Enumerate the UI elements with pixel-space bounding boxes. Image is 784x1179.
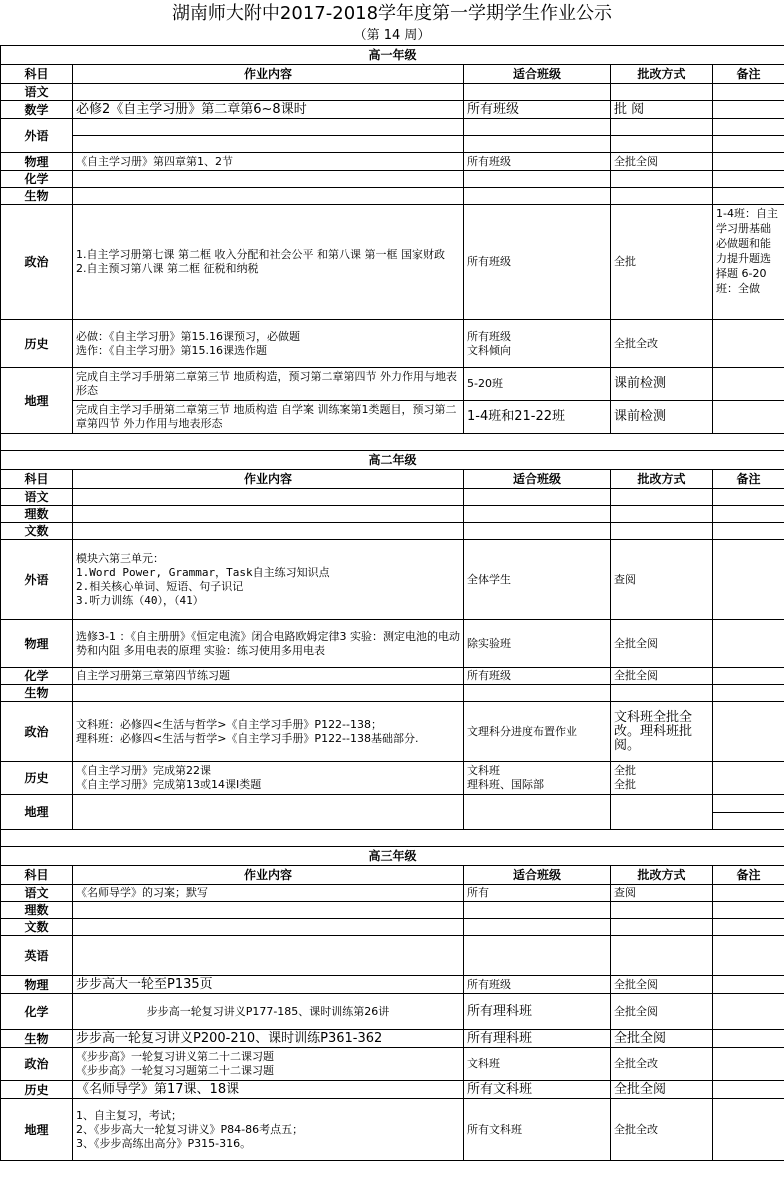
subject-cell: 数学 [1,101,73,119]
classes-cell: 所有 [464,885,611,902]
header-method: 批改方式 [611,65,713,84]
subject-cell: 理数 [1,506,73,523]
subject-cell: 化学 [1,171,73,188]
classes-cell: 所有班级 [464,101,611,119]
content-cell: 步步高一轮复习讲义P200-210、课时训练P361-362 [73,1030,464,1048]
content-cell: 步步高大一轮至P135页 [73,976,464,994]
method-cell: 全批全改 [611,1099,713,1161]
table-row [1,153,784,171]
table-row [1,368,784,401]
grade-header: 高一年级 [1,46,784,65]
content-line: 模块六第三单元： [76,551,164,565]
grade-header: 高二年级 [1,451,784,470]
classes-cell: 所有理科班 [464,994,611,1030]
content-line: 1.自主学习册第七课 第二框 收入分配和社会公平 和第八课 第一框 国家财政 [76,248,445,261]
method-cell: 全批全阅 [611,994,713,1030]
content-line: 2、《步步高大一轮复习讲义》P84-86考点五； [76,1122,304,1136]
subject-cell: 地理 [1,795,73,830]
table-row [1,489,784,506]
content-line: 2.相关核心单词、短语、句子识记 [76,579,244,593]
content-line: 《自主学习册》完成第13或14课Ⅰ类题 [76,778,262,791]
subject-cell: 物理 [1,976,73,994]
content-cell: 自主学习册第三章第四节练习题 [73,668,464,685]
classes-cell: 除实验班 [464,620,611,668]
method-cell: 全批全阅 [611,976,713,994]
content-cell: 必修2《自主学习册》第二章第6~8课时 [73,101,464,119]
table-header-row [1,866,784,885]
table-row [1,936,784,976]
classes-cell: 所有文科班 [464,1099,611,1161]
table-row [1,702,784,762]
header-subject: 科目 [1,470,73,489]
table-row [1,762,784,795]
table-row [1,1048,784,1081]
content-cell: 完成自主学习手册第二章第三节 地质构造，预习第二章第四节 外力作用与地表形态 [73,368,464,401]
page-title: 湖南师大附中2017-2018学年度第一学期学生作业公示 [171,3,613,24]
content-line: 1.Word Power, Grammar，Task自主练习知识点 [76,565,330,579]
subject-cell: 物理 [1,153,73,171]
classes-cell: 所有班级 [464,976,611,994]
table-row [1,401,784,434]
classes-cell: 5-20班 [464,368,611,401]
content-cell: 《名师导学》第17课、18课 [73,1081,464,1099]
subject-cell: 政治 [1,702,73,762]
classes-cell: 文理科分进度布置作业 [464,702,611,762]
header-classes: 适合班级 [464,866,611,885]
table-row [1,101,784,119]
classes-cell: 所有文科班 [464,1081,611,1099]
subject-cell: 历史 [1,762,73,795]
content-line: 文科班：必修四<生活与哲学>《自主学习手册》P122--138； [76,717,382,731]
note-cell: 1-4班：自主学习册基础必做题和能力提升题选择题 6-20班：全做 [713,205,784,320]
content-line: 理科班：必修四<生活与哲学>《自主学习手册》P122--138基础部分. [76,731,419,745]
classes-cell [464,762,611,795]
subject-cell: 物理 [1,620,73,668]
subject-cell: 地理 [1,1099,73,1161]
header-subject: 科目 [1,65,73,84]
method-cell: 全批全改 [611,1048,713,1081]
content-line: 3.听力训练（40），（41） [76,593,204,607]
table-row [1,902,784,919]
table-row [1,685,784,702]
subject-cell: 历史 [1,320,73,368]
table-row [1,119,784,136]
method-cell [611,762,713,795]
method-cell: 查阅 [611,540,713,620]
subject-cell: 历史 [1,1081,73,1099]
subject-cell: 外语 [1,540,73,620]
content-line: 必做：《自主学习册》第15.16课预习，必做题 [76,329,300,343]
method-cell: 课前检测 [611,368,713,401]
content-line: 选作：《自主学习册》第15.16课选作题 [76,343,267,357]
method-cell: 全批全阅 [611,668,713,685]
method-cell: 全批全阅 [611,620,713,668]
method-cell: 全批全阅 [611,153,713,171]
classes-cell: 所有班级 [464,205,611,320]
method-cell: 全批 [611,205,713,320]
classes-cell: 1-4班和21-22班 [464,401,611,434]
classes-line: 理科班、国际部 [467,778,544,791]
header-note: 备注 [713,65,784,84]
table-header-row [1,470,784,489]
table-row [1,540,784,620]
content-cell: 步步高一轮复习讲义P177-185、课时训练第26讲 [73,994,464,1030]
content-cell [73,1099,464,1161]
content-line: 《步步高》一轮复习习题第二十二课习题 [76,1064,274,1077]
classes-line: 文科倾向 [467,343,511,357]
header-content: 作业内容 [73,866,464,885]
table-row [1,1030,784,1048]
content-cell [73,762,464,795]
week-label: （第 14 周） [353,28,431,43]
method-cell: 全批全阅 [611,1081,713,1099]
method-cell: 查阅 [611,885,713,902]
header-content: 作业内容 [73,470,464,489]
table-row [1,994,784,1030]
classes-cell: 文科班 [464,1048,611,1081]
subject-cell: 生物 [1,685,73,702]
subject-cell: 地理 [1,368,73,434]
table-row [1,795,784,813]
classes-line: 文科班 [467,764,500,777]
header-note: 备注 [713,866,784,885]
subject-cell: 英语 [1,936,73,976]
classes-cell: 所有理科班 [464,1030,611,1048]
classes-line: 所有班级 [467,329,511,343]
subject-cell: 政治 [1,205,73,320]
classes-cell [464,320,611,368]
table-row [1,620,784,668]
header-content: 作业内容 [73,65,464,84]
subject-cell: 生物 [1,1030,73,1048]
method-cell: 全批全改 [611,320,713,368]
content-line: 3、《步步高练出高分》P315-316。 [76,1136,252,1150]
content-line: 2.自主预习第八课 第二框 征税和纳税 [76,262,259,275]
header-note: 备注 [713,470,784,489]
classes-cell: 所有班级 [464,153,611,171]
subject-cell: 外语 [1,119,73,153]
table-row [1,205,784,320]
header-subject: 科目 [1,866,73,885]
table-row [1,506,784,523]
content-cell [73,1048,464,1081]
table-row [1,976,784,994]
content-cell [73,205,464,320]
method-line: 全批 [614,764,636,777]
table-row [1,1081,784,1099]
header-classes: 适合班级 [464,470,611,489]
method-cell: 全批全阅 [611,1030,713,1048]
content-cell [73,540,464,620]
table-row [1,1099,784,1161]
content-cell [73,320,464,368]
table-row [1,188,784,205]
content-cell: 完成自主学习手册第二章第三节 地质构造 自学案 训练案第1类题目，预习第二章第四节 外力作用与地表形态 [73,401,464,434]
method-cell: 课前检测 [611,401,713,434]
table-header-row [1,65,784,84]
grade-header: 高三年级 [1,847,784,866]
subject-cell: 政治 [1,1048,73,1081]
header-method: 批改方式 [611,470,713,489]
content-cell [73,702,464,762]
classes-cell: 所有班级 [464,668,611,685]
method-cell: 文科班全批全改。理科班批阅。 [611,702,713,762]
content-cell: 《自主学习册》第四章第1、2节 [73,153,464,171]
content-cell: 选修3-1 ：《自主册册》《恒定电流》闭合电路欧姆定律3 实验：测定电池的电动势和内阻 多用电表的原理 实验：练习使用多用电表 [73,620,464,668]
content-line: 《自主学习册》完成第22课 [76,764,211,777]
header-classes: 适合班级 [464,65,611,84]
content-line: 《步步高》一轮复习讲义第二十二课习题 [76,1050,274,1063]
header-method: 批改方式 [611,866,713,885]
subject-cell: 生物 [1,188,73,205]
method-line: 全批 [614,778,636,791]
method-cell: 批 阅 [611,101,713,119]
subject-cell: 化学 [1,994,73,1030]
subject-cell: 文数 [1,523,73,540]
subject-cell: 语文 [1,885,73,902]
table-row [1,523,784,540]
table-row [1,320,784,368]
subject-cell: 语文 [1,84,73,101]
homework-table [0,45,784,1161]
table-row [1,919,784,936]
table-row [1,84,784,101]
content-cell: 《名师导学》的习案；默写 [73,885,464,902]
subject-cell: 化学 [1,668,73,685]
subject-cell: 语文 [1,489,73,506]
subject-cell: 文数 [1,919,73,936]
table-row [1,668,784,685]
subject-cell: 理数 [1,902,73,919]
table-row [1,885,784,902]
content-line: 1、自主复习，考试； [76,1108,182,1122]
classes-cell: 全体学生 [464,540,611,620]
table-row [1,171,784,188]
